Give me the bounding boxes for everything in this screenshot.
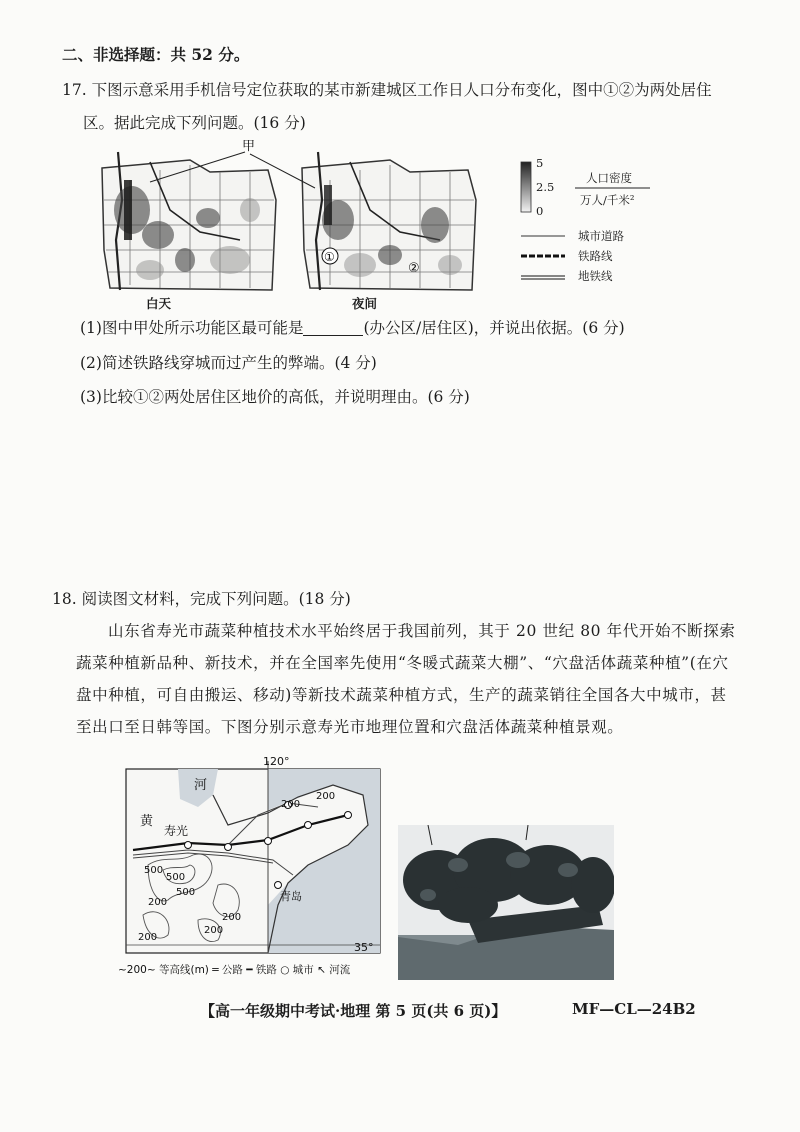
- legend-density-unit: 万人/千米²: [580, 193, 635, 207]
- q17-sub2: (2)简述铁路线穿城而过产生的弊端。(4 分): [80, 354, 377, 372]
- label-lat-35: 35°: [354, 941, 374, 954]
- contour-label-200-b: 200: [316, 791, 336, 802]
- q17-sub3: (3)比较①②两处居住区地价的高低，并说明理由。(6 分): [80, 388, 470, 406]
- contour-label-500-c: 500: [176, 887, 196, 898]
- label-yellow-river-2: 河: [194, 778, 208, 793]
- contour-label-500-a: 500: [144, 865, 164, 876]
- contour-label-200-e: 200: [138, 932, 158, 943]
- caption-night: 夜间: [352, 296, 378, 311]
- contour-label-200-d: 200: [222, 912, 242, 923]
- vegetable-tray-photo: [398, 825, 614, 980]
- contour-label-200-a: 200: [281, 799, 301, 810]
- label-lon-120: 120°: [263, 755, 290, 768]
- q18-map-legend: ~200~ 等高线(m) ═ 公路 ━ 铁路 ○ 城市 ↖ 河流: [118, 964, 351, 976]
- q17-sub1-after: (办公区/居住区)，并说出依据。(6 分): [363, 319, 625, 337]
- legend-density-title: 人口密度: [586, 171, 632, 185]
- marker-2: ②: [408, 261, 420, 276]
- contour-label-200-f: 200: [204, 925, 224, 936]
- density-scale-bar: [521, 162, 531, 212]
- label-qingdao: 青岛: [280, 890, 302, 903]
- q17-population-maps: [90, 140, 510, 315]
- marker-1: ①: [324, 250, 335, 264]
- q18-stem: 18. 阅读图文材料，完成下列问题。(18 分): [52, 590, 351, 608]
- caption-day: 白天: [146, 296, 172, 311]
- q17-stem-line2: 区。据此完成下列问题。(16 分): [83, 114, 306, 132]
- q17-sub1: [80, 317, 625, 339]
- legend-road: 城市道路: [578, 229, 624, 243]
- legend-subway: 地铁线: [578, 269, 613, 283]
- q17-sub1-before: (1)图中甲处所示功能区最可能是: [80, 319, 304, 337]
- q18-location-map: [118, 755, 390, 987]
- day-map: [102, 152, 276, 290]
- contour-label-200-c: 200: [148, 897, 168, 908]
- section-title: 二、非选择题：共 52 分。: [62, 45, 250, 64]
- footer-left: 【高一年级期中考试·地理 第 5 页(共 6 页)】: [200, 1002, 507, 1020]
- label-jia: 甲: [242, 140, 256, 154]
- contour-label-500-b: 500: [166, 872, 186, 883]
- legend-scale-high: 5: [536, 156, 544, 170]
- legend-scale-low: 0: [536, 204, 544, 218]
- footer-right: MF—CL—24B2: [572, 1000, 696, 1018]
- legend-scale-mid: 2.5: [536, 180, 555, 194]
- q17-sub1-answer-blank[interactable]: [303, 319, 363, 336]
- q18-material: 山东省寿光市蔬菜种植技术水平始终居于我国前列，其于 20 世纪 80 年代开始不断探索蔬菜种植新品种、新技术，并在全国率先使用“冬暖式蔬菜大棚”、“穴盘活体蔬菜种植”(在穴盘中种植，可自由搬运、移动)等新技术蔬菜种植方式，生产的蔬菜销往全国各大中城市，甚至出口至日韩等国。下图分别示意寿光市地理位置和穴盘活体蔬菜种植景观。: [76, 622, 736, 736]
- label-shouguang: 寿光: [164, 824, 189, 838]
- q17-stem-line1: 17. 下图示意采用手机信号定位获取的某市新建城区工作日人口分布变化，图中①②为两处居住: [62, 81, 712, 99]
- label-yellow-river-1: 黄: [140, 814, 154, 829]
- legend-railway: 铁路线: [578, 249, 613, 263]
- night-map: [302, 152, 476, 290]
